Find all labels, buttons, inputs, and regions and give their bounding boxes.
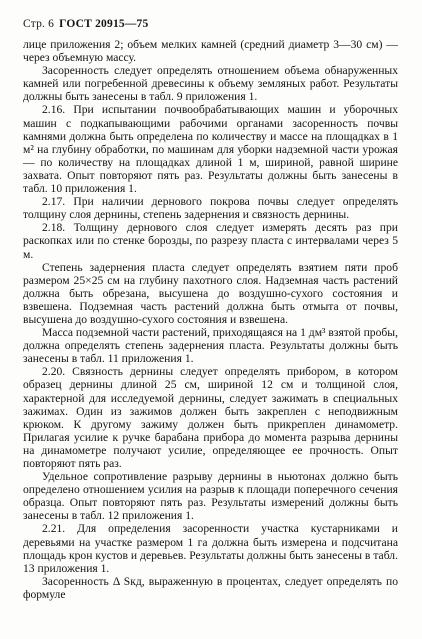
paragraph-root-mass: Масса подземной части растений, приходящаяся на 1 дм³ взятой пробы, должна определять степень задернения пласта. Результаты должны быть занесены в табл. 11 приложения 1. bbox=[23, 326, 398, 366]
paragraph-2-16: 2.16. При испытании почвообрабатывающих машин и уборочных машин с подкапывающими рабочими органами засоренность почвы камнями должна быть определена по количеству и массе на площадках в 1 м² на глубину обработки, по машинам для уборки надземной части урожая — по количеству на площадках длиной 1 м, шириной, равной ширине захвата. Опыт повторяют пять раз. Результаты должны быть занесены в табл. 10 приложения 1. bbox=[23, 103, 398, 196]
page-number: Стр. 6 bbox=[23, 18, 55, 30]
paragraph-2-21: 2.21. Для определения засоренности участка кустарниками и деревьями на участке размером 1 га должна быть измерена и подсчитана площадь крон кустов и деревьев. Результаты должны быть занесены в табл. 13 приложения 1. bbox=[23, 522, 398, 575]
paragraph-2-19: Степень задернения пласта следует определять взятием пяти проб размером 25×25 см на глубину пахотного слоя. Надземная часть растений должна быть обрезана, высушена до воздушно-сухого состояния и взвешена. Подземная часть растений должна быть отмыта от почвы, высушена до воздушно-сухого состояния и взвешена. bbox=[23, 260, 398, 326]
paragraph-contamination-ratio: Засоренность следует определять отношением объема обнаруженных камней или погребенной древесины к объему земляных работ. Результаты должны быть занесены в табл. 9 приложения 1. bbox=[23, 64, 398, 104]
paragraph-2-20: 2.20. Связность дернины следует определять прибором, в котором образец дернины длиной 25 см, шириной 12 см и толщиной слоя, характерной для исследуемой дернины, следует зажимать в специальных зажимах. Один из зажимов должен быть закреплен с неподвижным крюком. К другому зажиму должен быть прикреплен динамометр. Прилагая усилие к ручке барабана прибора до момента разрыва дернины на динамометре получают усилие, определяющее ее прочность. Опыт повторяют пять раз. bbox=[23, 365, 398, 470]
standard-designation: ГОСТ 20915—75 bbox=[59, 18, 149, 30]
paragraph-specific-resistance: Удельное сопротивление разрыву дернины в ньютонах должно быть определено отношением усилия на разрыв к площади поперечного сечения образца. Опыт повторяют пять раз. Результаты измерений должны быть занесены в табл. 12 приложения 1. bbox=[23, 470, 398, 523]
paragraph-formula-intro: Засоренность Δ Sкд, выраженную в процентах, следует определять по формуле bbox=[23, 574, 398, 601]
paragraph-2-17: 2.17. При наличии дернового покрова почвы следует определять толщину слоя дернины, степень задернения и связность дернины. bbox=[23, 195, 398, 222]
paragraph-continuation: лице приложения 2; объем мелких камней (средний диаметр 3—30 см) — через объемную массу. bbox=[23, 38, 398, 65]
paragraph-2-18: 2.18. Толщину дернового слоя следует измерять десять раз при раскопках или по стенке борозды, по разрезу пласта с интервалами через 5 м. bbox=[23, 221, 398, 261]
page-header bbox=[23, 18, 398, 38]
